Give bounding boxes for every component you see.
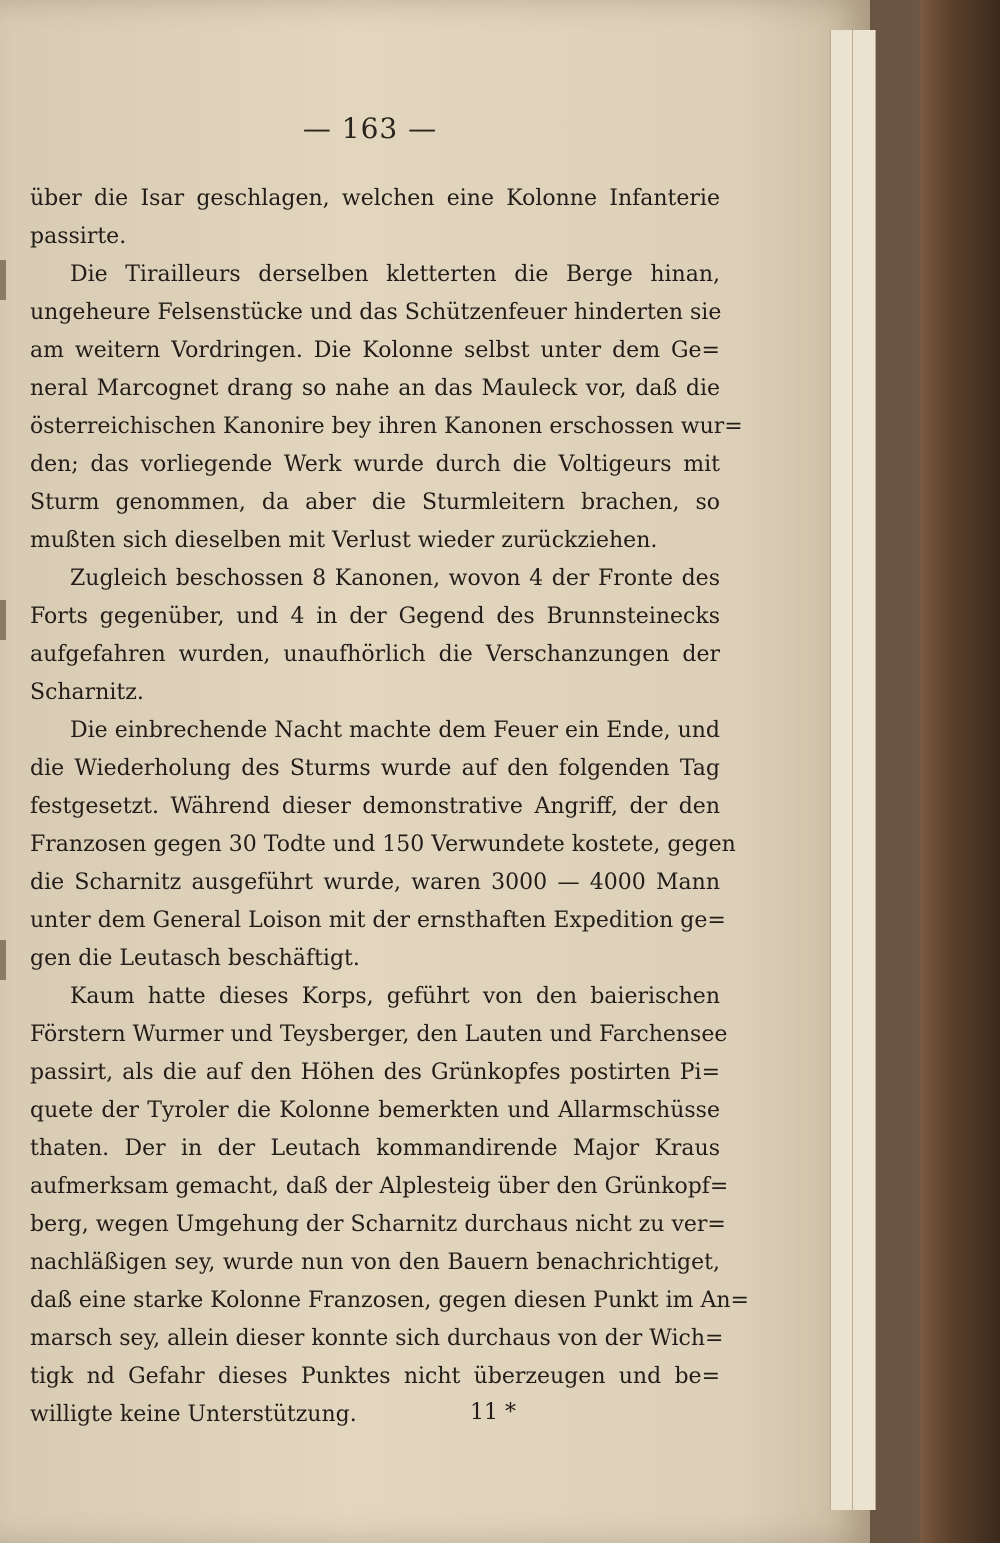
text-line: Zugleich beschossen 8 Kanonen, wovon 4 der Fronte des xyxy=(70,566,720,591)
text-line: Forts gegenüber, und 4 in der Gegend des Brunnsteinecks xyxy=(30,604,720,629)
text-line: willigte keine Unterstützung. xyxy=(30,1402,357,1427)
text-line: am weitern Vordringen. Die Kolonne selbst unter dem Ge= xyxy=(30,338,720,363)
text-line: passirt, als die auf den Höhen des Grünkopfes postirten Pi= xyxy=(30,1060,720,1085)
gutter-mark xyxy=(0,940,6,980)
text-line: quete der Tyroler die Kolonne bemerkten und Allarmschüsse xyxy=(30,1098,720,1123)
text-line: tigk nd Gefahr dieses Punktes nicht überzeugen und be= xyxy=(30,1364,720,1389)
book-cover-edge xyxy=(920,0,1000,1543)
text-line: die Scharnitz ausgeführt wurde, waren 3000 — 4000 Mann xyxy=(30,870,720,895)
text-line: gen die Leutasch beschäftigt. xyxy=(30,946,360,971)
text-line: Scharnitz. xyxy=(30,680,144,705)
body-text xyxy=(30,180,749,1434)
text-line: Kaum hatte dieses Korps, geführt von den baierischen xyxy=(70,984,720,1009)
text-line: den; das vorliegende Werk wurde durch die Voltigeurs mit xyxy=(30,452,720,477)
text-line: neral Marcognet drang so nahe an das Mauleck vor, daß die xyxy=(30,376,720,401)
text-line: ungeheure Felsenstücke und das Schützenfeuer hinderten sie xyxy=(30,300,722,325)
text-line: festgesetzt. Während dieser demonstrative Angriff, der den xyxy=(30,794,720,819)
text-line: über die Isar geschlagen, welchen eine Kolonne Infanterie xyxy=(30,186,720,211)
text-line: marsch sey, allein dieser konnte sich durchaus von der Wich= xyxy=(30,1326,724,1351)
text-line: daß eine starke Kolonne Franzosen, gegen diesen Punkt im An= xyxy=(30,1288,749,1313)
text-line: Franzosen gegen 30 Todte und 150 Verwundete kostete, gegen xyxy=(30,832,736,857)
text-line: unter dem General Loison mit der ernsthaften Expedition ge= xyxy=(30,908,726,933)
text-line: passirte. xyxy=(30,224,127,249)
text-line: Sturm genommen, da aber die Sturmleitern brachen, so xyxy=(30,490,720,515)
text-line: berg, wegen Umgehung der Scharnitz durchaus nicht zu ver= xyxy=(30,1212,726,1237)
gutter-mark xyxy=(0,600,6,640)
signature-mark: 11 * xyxy=(470,1400,516,1425)
text-line: Die einbrechende Nacht machte dem Feuer ein Ende, und xyxy=(70,718,721,743)
page-number: — 163 — xyxy=(302,112,438,145)
text-line: Förstern Wurmer und Teysberger, den Lauten und Farchensee xyxy=(30,1022,728,1047)
text-line: aufmerksam gemacht, daß der Alplesteig über den Grünkopf= xyxy=(30,1174,729,1199)
page-edge-layer xyxy=(830,30,854,1510)
text-line: mußten sich dieselben mit Verlust wieder zurückziehen. xyxy=(30,528,658,553)
text-line: Die Tirailleurs derselben kletterten die Berge hinan, xyxy=(70,262,720,287)
text-line: österreichischen Kanonire bey ihren Kanonen erschossen wur= xyxy=(30,414,743,439)
text-line: thaten. Der in der Leutach kommandirende Major Kraus xyxy=(30,1136,720,1161)
page-edge-layer xyxy=(852,30,876,1510)
gutter-mark xyxy=(0,260,6,300)
text-line: die Wiederholung des Sturms wurde auf den folgenden Tag xyxy=(30,756,720,781)
text-line: aufgefahren wurden, unaufhörlich die Verschanzungen der xyxy=(30,642,720,667)
text-line: nachläßigen sey, wurde nun von den Bauern benachrichtiget, xyxy=(30,1250,720,1275)
